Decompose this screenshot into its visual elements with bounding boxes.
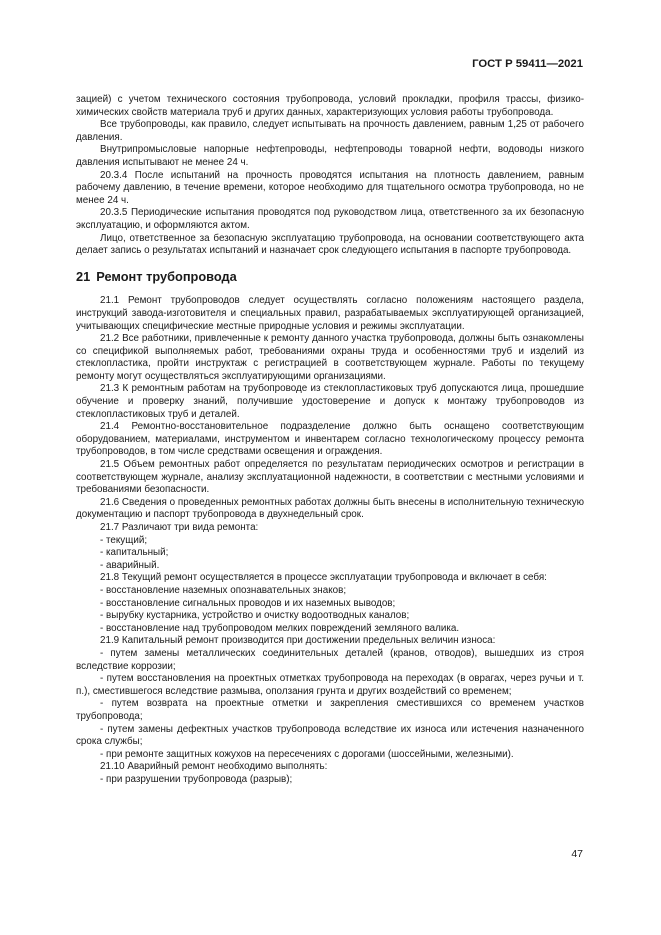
- paragraph: Внутрипромысловые напорные нефтепроводы, нефтепроводы товарной нефти, водоводы низкого давления испытывают не менее 24 ч.: [76, 144, 584, 168]
- paragraph: 21.6 Сведения о проведенных ремонтных работах должны быть внесены в исполнительную техническую документацию и паспорт трубопровода в двухнедельный срок.: [76, 496, 584, 521]
- paragraph: 21.3 К ремонтным работам на трубопроводе из стеклопластиковых труб допускаются лица, прошедшие обучение и проверку знаний, получившие удостоверение и допуск к монтажу трубопроводов из стеклопластиковых труб и деталей.: [76, 383, 584, 420]
- paragraph: 21.4 Ремонтно-восстановительное подразделение должно быть оснащено соответствующим оборудованием, материалами, инструментом и инвентарем согласно технологическому процессу ремонта трубопроводов, в том числе средствами освещения и ограждения.: [76, 421, 584, 458]
- paragraph: - при разрушении трубопровода (разрыв);: [100, 773, 293, 785]
- paragraph: - путем замены дефектных участков трубопровода вследствие их износа или истечения назначенного срока службы;: [76, 723, 584, 748]
- paragraph: - при ремонте защитных кожухов на пересечениях с дорогами (шоссейными, железными).: [100, 748, 514, 760]
- paragraphs-before: [76, 94, 584, 258]
- paragraph: 21.5 Объем ремонтных работ определяется по результатам периодических осмотров и регистрации в соответствующем журнале, анализу эксплуатационной надежности, в соответствии с местными условиями и требованиями безопасности.: [76, 459, 584, 496]
- paragraph: - аварийный.: [100, 559, 160, 571]
- paragraph: - путем замены металлических соединительных деталей (кранов, отводов), вышедших из строя вследствие коррозии;: [76, 647, 584, 672]
- paragraph: - восстановление над трубопроводом мелких повреждений земляного валика.: [100, 622, 460, 634]
- paragraph: - вырубку кустарника, устройство и очистку водоотводных каналов;: [100, 610, 410, 622]
- page-body: [76, 94, 584, 786]
- paragraph: - путем возврата на проектные отметки и закрепления сместившихся со временем участков трубопровода;: [76, 698, 584, 722]
- section-title: Ремонт трубопровода: [96, 268, 237, 284]
- section-number: 21: [76, 268, 91, 284]
- paragraph: 21.7 Различают три вида ремонта:: [100, 522, 259, 533]
- document-id-header: ГОСТ Р 59411—2021: [472, 58, 583, 70]
- paragraph: зацией) с учетом технического состояния трубопровода, условий прокладки, профиля трассы, физико-химических свойств материала труб и других данных, характеризующих условия работы трубопровода.: [76, 94, 584, 118]
- paragraph: 21.8 Текущий ремонт осуществляется в процессе эксплуатации трубопровода и включает в себя:: [100, 572, 547, 584]
- paragraph: - восстановление сигнальных проводов и их наземных выводов;: [100, 597, 396, 609]
- paragraph: Лицо, ответственное за безопасную эксплуатацию трубопровода, на основании соответствующего акта делает запись о результатах испытаний и назначает срок следующего испытания в паспорте трубопровода.: [76, 232, 584, 257]
- paragraph: - путем восстановления на проектных отметках трубопровода на переходах (в оврагах, через ручьи и т. п.), сместившегося вследствие размыва, оползания грунта и других воздействий со временем;: [76, 673, 584, 697]
- paragraph: 20.3.5 Периодические испытания проводятся под руководством лица, ответственного за их безопасную эксплуатацию, и оформляются актом.: [76, 207, 584, 231]
- paragraph: Все трубопроводы, как правило, следует испытывать на прочность давлением, равным 1,25 от рабочего давления.: [76, 119, 584, 143]
- paragraphs-after: [76, 295, 584, 786]
- paragraph: 20.3.4 После испытаний на прочность проводятся испытания на плотность давлением, равным рабочему давлению, в течение времени, которое необходимо для тщательного осмотра трубопровода, но не менее 24 ч.: [76, 169, 584, 206]
- page-number: 47: [571, 848, 583, 860]
- paragraph: 21.10 Аварийный ремонт необходимо выполнять:: [100, 761, 328, 773]
- paragraph: - капитальный;: [100, 547, 169, 559]
- paragraph: 21.1 Ремонт трубопроводов следует осуществлять согласно положениям настоящего раздела, инструкций завода-изготовителя и специальных правил, разрабатываемых эксплуатирующей организацией, учитывающих специфические местные природные условия и режимы эксплуатации.: [76, 295, 584, 332]
- paragraph: 21.2 Все работники, привлеченные к ремонту данного участка трубопровода, должны быть ознакомлены со спецификой выполняемых работ, требованиями охраны труда и особенностями труб и изделий из стеклопластика, пройти инструктаж с регистрацией в соответствующем журнале. Работы по текущему ремонту могут осуществляться эксплуатирующими организациями.: [76, 333, 584, 382]
- section-heading: [76, 268, 584, 284]
- paragraph: - восстановление наземных опознавательных знаков;: [100, 584, 347, 596]
- paragraph: 21.9 Капитальный ремонт производится при достижении предельных величин износа:: [100, 635, 496, 647]
- paragraph: - текущий;: [100, 534, 148, 546]
